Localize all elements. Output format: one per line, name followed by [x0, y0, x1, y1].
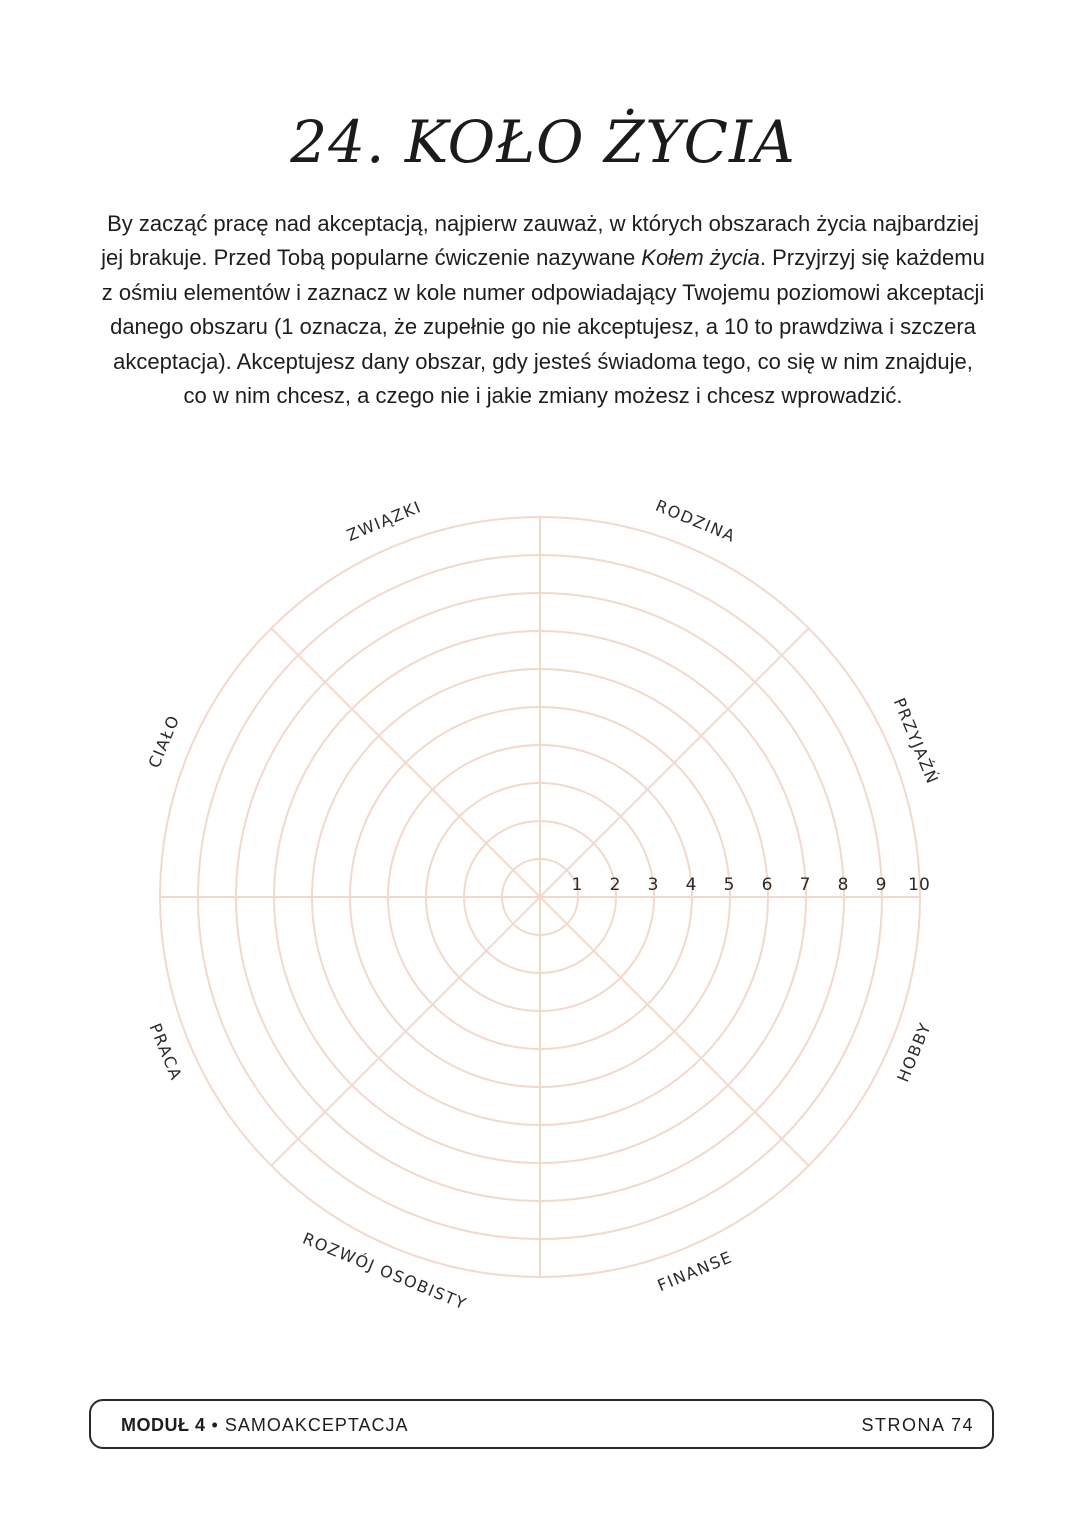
- scale-number-9: 9: [875, 875, 887, 895]
- segment-label-6: PRACA: [145, 1020, 187, 1084]
- scale-number-7: 7: [799, 875, 811, 895]
- segment-label-7: CIAŁO: [144, 711, 184, 771]
- wheel-spokes: [160, 517, 920, 1277]
- scale-number-4: 4: [685, 875, 697, 895]
- footer-module-label: MODUŁ 4: [121, 1415, 206, 1435]
- wheel-scale: [572, 875, 930, 895]
- segment-label-4: FINANSE: [654, 1247, 736, 1296]
- footer-page-number: STRONA 74: [861, 1415, 974, 1435]
- page-title: 24. KOŁO ŻYCIA: [290, 108, 796, 176]
- intro-text-end: . Przyjrzyj się każdemu z ośmiu elementów i zaznacz w kole numer odpowiadający Twojemu poziomowi akceptacji danego obszaru (1 oznacza, że zupełnie go nie akceptujesz, a 10 to prawdziwa i szczera akceptacja). Akceptujesz dany obszar, gdy jesteś świadoma tego, co się w nim znajduje, co w nim chcesz, a czego nie i jakie zmiany możesz i chcesz wprowadzić.: [101, 245, 985, 409]
- segment-label-1: RODZINA: [652, 495, 739, 547]
- segment-label-8: ZWIĄZKI: [344, 497, 425, 545]
- scale-number-2: 2: [609, 875, 621, 895]
- page-footer: [89, 1399, 994, 1449]
- segment-label-2: PRZYJAŹŃ: [889, 695, 943, 788]
- intro-text-start: By zacząć pracę nad akceptacją, najpierw zauważ, w których obszarach życia najbardziej jej brakuje. Przed Tobą popularne ćwiczenie nazywane: [101, 211, 979, 271]
- scale-number-10: 10: [908, 875, 930, 895]
- scale-number-8: 8: [837, 875, 849, 895]
- scale-number-3: 3: [647, 875, 659, 895]
- intro-italic-term: Kołem życia: [641, 245, 760, 271]
- scale-number-6: 6: [761, 875, 773, 895]
- segment-label-3: HOBBY: [893, 1019, 936, 1085]
- segment-label-5: ROZWÓJ OSOBISTY: [299, 1228, 470, 1314]
- footer-module-name: SAMOAKCEPTACJA: [224, 1415, 409, 1435]
- scale-number-5: 5: [723, 875, 735, 895]
- wheel-segment-labels: [144, 496, 942, 1314]
- scale-number-1: 1: [571, 875, 583, 895]
- footer-module: [121, 1415, 409, 1436]
- footer-separator: •: [211, 1415, 219, 1435]
